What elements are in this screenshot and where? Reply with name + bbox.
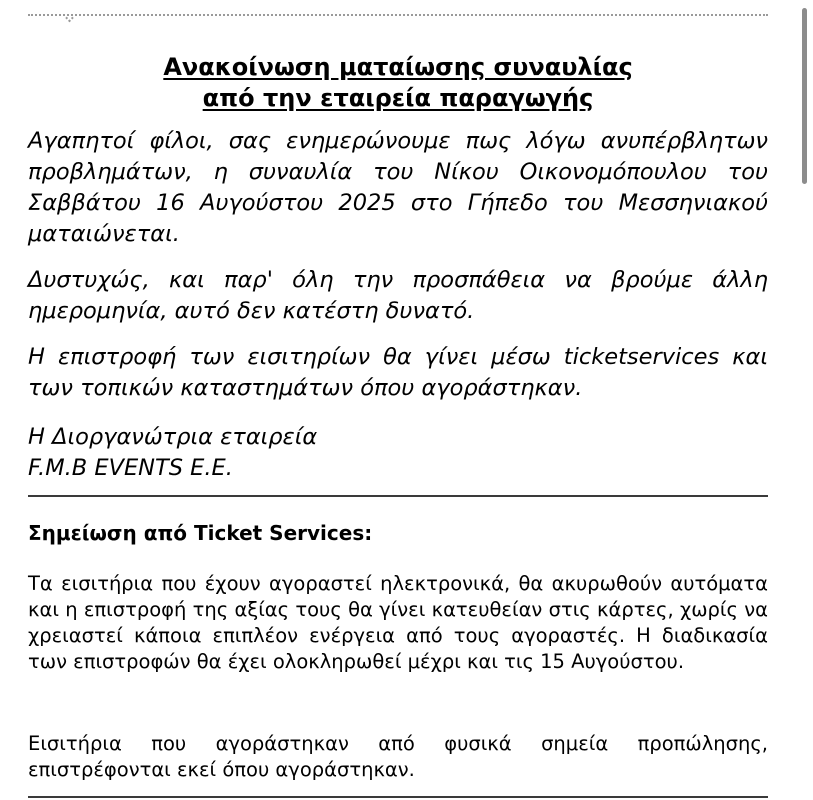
top-dotted-divider (28, 14, 768, 16)
note-heading: Σημείωση από Ticket Services: (28, 521, 373, 545)
signature-line-2: F.M.B EVENTS E.E. (28, 455, 233, 481)
note-paragraph-1: Τα εισιτήρια που έχουν αγοραστεί ηλεκτρονικά, θα ακυρωθούν αυτόματα και η επιστροφή της αξίας τους θα γίνει κατευθείαν στις κάρτες, χωρίς να χρειαστεί κάποια επιπλέον ενέργεια από τους αγοραστές. Η διαδικασία των επιστροφών θα έχει ολοκληρωθεί μέχρι και τις 15 Αυγούστου. (28, 572, 768, 673)
vertical-scrollbar[interactable] (795, 0, 813, 800)
chevron-down-icon[interactable] (63, 15, 75, 23)
title-line-1: Ανακοίνωση ματαίωσης συναυλίας (163, 53, 633, 81)
bottom-divider (28, 796, 768, 798)
note-paragraph-2: Εισιτήρια που αγοράστηκαν από φυσικά σημεία προπώλησης, επιστρέφονται εκεί όπου αγοράστηκαν. (28, 732, 768, 781)
title-line-2: από την εταιρεία παραγωγής (202, 84, 594, 112)
page-title (28, 52, 768, 114)
announcement-paragraph-1: Αγαπητοί φίλοι, σας ενημερώνουμε πως λόγω ανυπέρβλητων προβλημάτων, η συναυλία του Νίκου Οικονομόπουλου του Σαββάτου 16 Αυγούστου 2025 στο Γήπεδο του Μεσσηνιακού ματαιώνεται. (28, 128, 768, 247)
announcement-paragraph-3: Η επιστροφή των εισιτηρίων θα γίνει μέσω ticketservices και των τοπικών καταστημάτων όπου αγοράστηκαν. (28, 344, 768, 401)
signature (28, 422, 768, 484)
announcement-paragraph-2: Δυστυχώς, και παρ' όλη την προσπάθεια να βρούμε άλλη ημερομηνία, αυτό δεν κατέστη δυνατό. (28, 267, 768, 324)
section-divider (28, 495, 768, 497)
scrollbar-thumb[interactable] (802, 8, 807, 184)
signature-line-1: Η Διοργανώτρια εταιρεία (28, 424, 318, 450)
